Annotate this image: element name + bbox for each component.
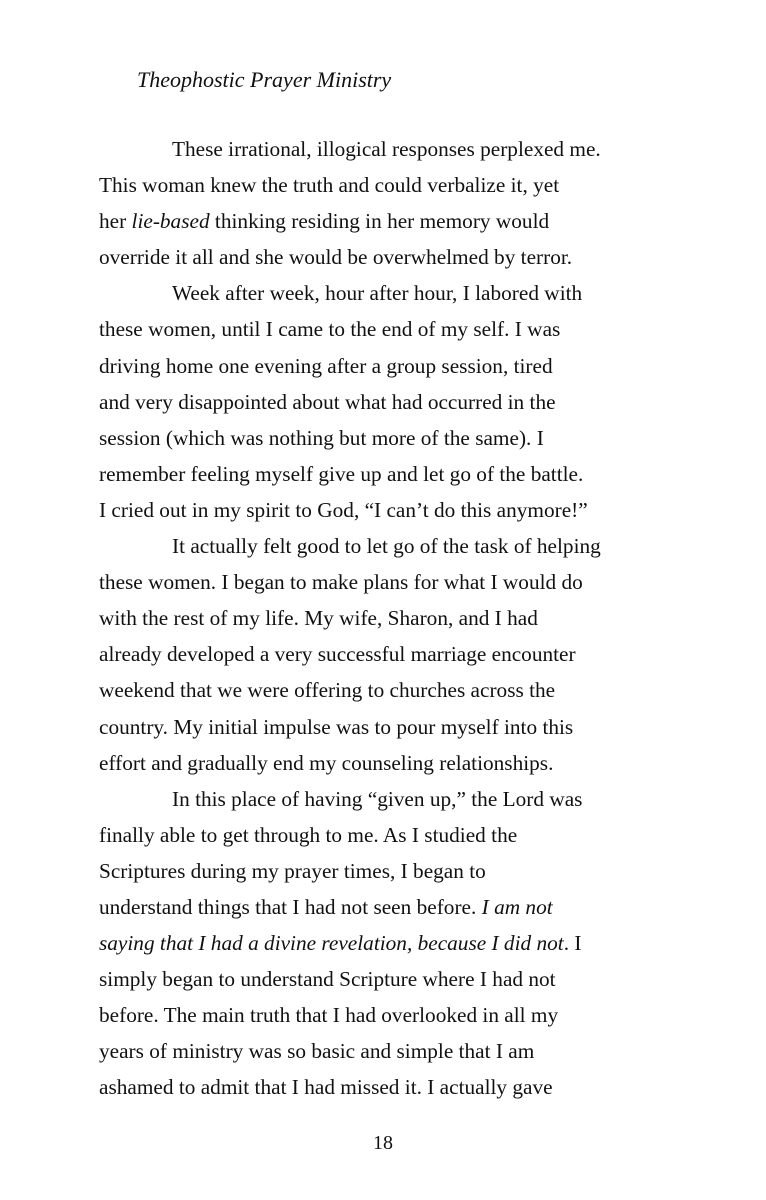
text-line xyxy=(99,348,679,384)
text-line xyxy=(99,709,679,745)
text-segment: years of ministry was so basic and simple that I am xyxy=(99,1039,535,1064)
text-line xyxy=(99,167,679,203)
text-segment: weekend that we were offering to churches across the xyxy=(99,678,556,703)
italic-text: saying that I had a divine revelation, because I did not xyxy=(99,931,564,956)
text-line xyxy=(99,817,679,853)
text-segment: In this place of having “given up,” the Lord was xyxy=(172,786,583,811)
body-text xyxy=(99,131,679,1106)
paragraph xyxy=(99,781,679,1106)
text-line xyxy=(99,997,679,1033)
text-segment: and very disappointed about what had occurred in the xyxy=(99,389,556,414)
text-segment: ashamed to admit that I had missed it. I actually gave xyxy=(99,1075,553,1100)
text-line xyxy=(99,925,679,961)
text-line xyxy=(99,564,679,600)
italic-text: I am not xyxy=(481,894,553,919)
text-line xyxy=(99,853,679,889)
text-line xyxy=(99,961,679,997)
text-segment: remember feeling myself give up and let go of the battle. xyxy=(99,461,584,486)
running-head: Theophostic Prayer Ministry xyxy=(137,67,392,92)
text-segment: This woman knew the truth and could verbalize it, yet xyxy=(99,173,560,198)
text-segment: Scriptures during my prayer times, I began to xyxy=(99,858,486,883)
text-segment: understand things that I had not seen before. xyxy=(99,894,482,919)
text-line xyxy=(99,384,679,420)
text-segment: Week after week, hour after hour, I labored with xyxy=(172,281,583,306)
text-line xyxy=(99,275,679,311)
text-line xyxy=(99,420,679,456)
text-line xyxy=(99,492,679,528)
text-segment: I cried out in my spirit to God, “I can’t do this anymore!” xyxy=(99,497,588,522)
text-segment: with the rest of my life. My wife, Sharon, and I had xyxy=(99,606,538,631)
text-line xyxy=(99,456,679,492)
text-segment: . I xyxy=(563,931,582,956)
text-segment: finally able to get through to me. As I studied the xyxy=(99,822,518,847)
text-line xyxy=(99,889,679,925)
text-line xyxy=(99,781,679,817)
text-line xyxy=(99,239,679,275)
text-line xyxy=(99,1069,679,1105)
text-line xyxy=(99,600,679,636)
text-line xyxy=(99,672,679,708)
text-segment: It actually felt good to let go of the task of helping xyxy=(172,534,601,559)
text-segment: these women. I began to make plans for what I would do xyxy=(99,570,583,595)
text-segment: before. The main truth that I had overlooked in all my xyxy=(99,1003,559,1028)
text-line xyxy=(99,1033,679,1069)
text-segment: session (which was nothing but more of the same). I xyxy=(99,425,544,450)
text-segment: thinking residing in her memory would xyxy=(209,209,550,234)
text-segment: these women, until I came to the end of my self. I was xyxy=(99,317,561,342)
text-segment: These irrational, illogical responses perplexed me. xyxy=(172,137,601,161)
text-segment: already developed a very successful marriage encounter xyxy=(99,642,576,667)
text-line xyxy=(99,745,679,781)
text-segment: her xyxy=(99,209,132,234)
text-segment: country. My initial impulse was to pour myself into this xyxy=(99,714,574,739)
paragraph xyxy=(99,131,679,275)
text-line xyxy=(99,528,679,564)
text-line xyxy=(99,311,679,347)
text-segment: simply began to understand Scripture where I had not xyxy=(99,967,556,992)
text-segment: effort and gradually end my counseling relationships. xyxy=(99,750,554,775)
italic-text: lie-based xyxy=(131,209,210,234)
text-segment: override it all and she would be overwhelmed by terror. xyxy=(99,245,573,270)
text-line xyxy=(99,203,679,239)
text-line xyxy=(99,131,679,167)
page-number: 18 xyxy=(373,1132,393,1154)
text-line xyxy=(99,636,679,672)
text-segment: driving home one evening after a group session, tired xyxy=(99,353,553,378)
paragraph xyxy=(99,528,679,781)
paragraph xyxy=(99,275,679,528)
